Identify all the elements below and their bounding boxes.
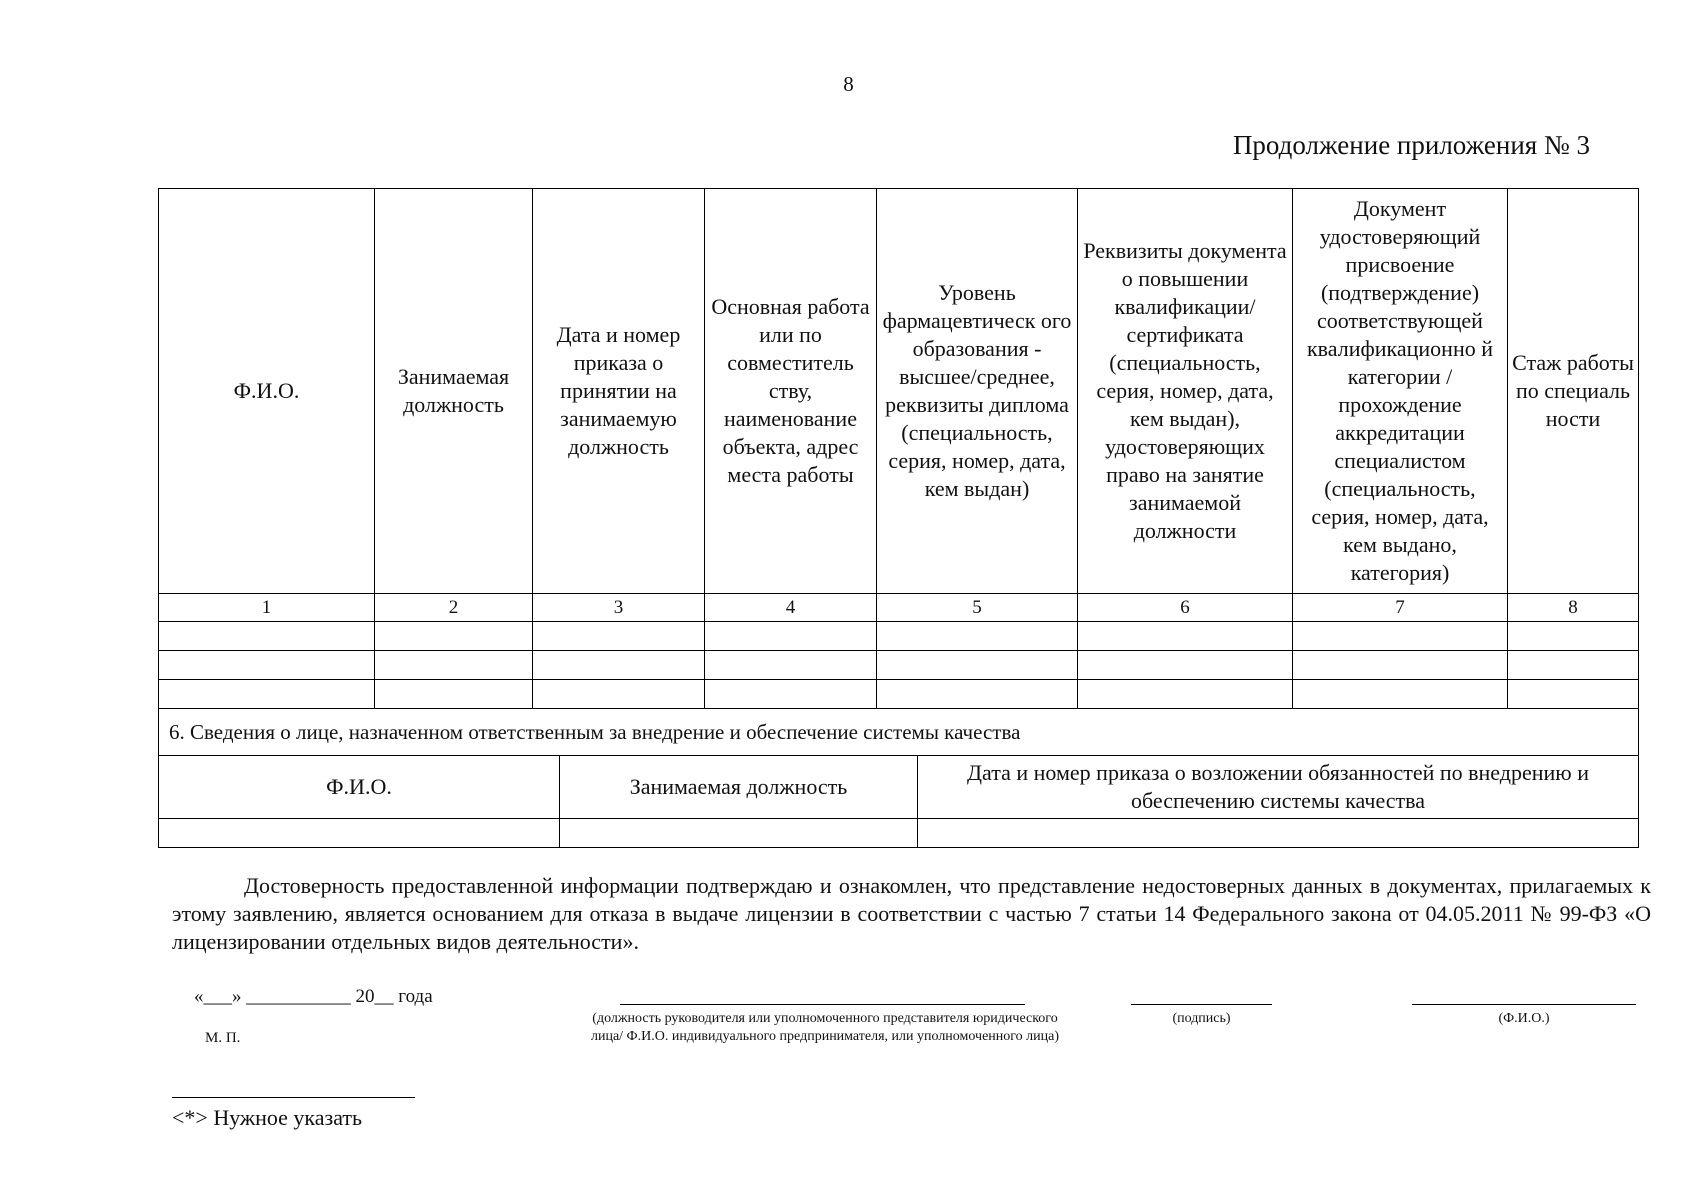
column-number: 2 <box>375 594 533 622</box>
signature-line[interactable] <box>1131 1004 1272 1005</box>
table-cell[interactable] <box>918 819 1639 848</box>
table-row <box>159 622 1639 651</box>
table-cell[interactable] <box>1078 622 1293 651</box>
table-cell[interactable] <box>533 680 705 709</box>
declaration-text: Достоверность предоставленной информации подтверждаю и ознакомлен, что представление недостоверных данных в документах, прилагаемых к этому заявлению, является основанием для отказа в выдаче лицензии в соответствии с частью 7 статьи 14 Федерального закона от 04.05.2011 № 99-ФЗ «О лицензировании отдельных видов деятельности». <box>172 873 1651 954</box>
header-category-document: Документ удостоверяющий присвоение (подтверждение) соответствующей квалификационно й категории / прохождение аккредитации специалистом (специальность, серия, номер, дата, кем выдано, категория) <box>1293 189 1508 594</box>
table-cell[interactable] <box>877 651 1078 680</box>
staff-table <box>158 188 1639 709</box>
column-number: 3 <box>533 594 705 622</box>
column-number: 1 <box>159 594 375 622</box>
section6-header-fio: Ф.И.О. <box>159 756 560 819</box>
table-cell[interactable] <box>159 651 375 680</box>
table-cell[interactable] <box>375 622 533 651</box>
table-cell[interactable] <box>705 651 877 680</box>
header-employment-type: Основная работа или по совместитель ству, наименование объекта, адрес места работы <box>705 189 877 594</box>
table-cell[interactable] <box>1508 622 1639 651</box>
table-cell[interactable] <box>159 622 375 651</box>
table-cell[interactable] <box>877 680 1078 709</box>
table-cell[interactable] <box>1508 651 1639 680</box>
table-cell[interactable] <box>1078 680 1293 709</box>
table-cell[interactable] <box>533 622 705 651</box>
header-position: Занимаемая должность <box>375 189 533 594</box>
footnote-divider <box>172 1097 415 1098</box>
table-cell[interactable] <box>705 622 877 651</box>
column-number-row <box>159 594 1639 622</box>
column-number: 4 <box>705 594 877 622</box>
table-row <box>159 651 1639 680</box>
staff-header-row <box>159 189 1639 594</box>
table-cell[interactable] <box>1293 622 1508 651</box>
name-caption: (Ф.И.О.) <box>1498 1011 1550 1026</box>
appendix-title: Продолжение приложения № 3 <box>1232 130 1590 160</box>
name-signature-line[interactable] <box>1412 1004 1636 1005</box>
header-education: Уровень фармацевтическ ого образования - высшее/среднее, реквизиты диплома (специальность, серия, номер, дата, кем выдан) <box>877 189 1078 594</box>
table-cell[interactable] <box>705 680 877 709</box>
section6-header-order: Дата и номер приказа о возложении обязанностей по внедрению и обеспечению системы качества <box>918 756 1639 819</box>
column-number: 6 <box>1078 594 1293 622</box>
table-cell[interactable] <box>375 651 533 680</box>
footnote: <*> Нужное указать <box>172 1105 363 1130</box>
section6-header-position: Занимаемая должность <box>560 756 918 819</box>
table-cell[interactable] <box>1508 680 1639 709</box>
table-cell[interactable] <box>375 680 533 709</box>
table-row <box>159 680 1639 709</box>
section6-title: 6. Сведения о лице, назначенном ответственным за внедрение и обеспечение системы качества <box>159 709 1639 756</box>
header-fio: Ф.И.О. <box>159 189 375 594</box>
table-cell[interactable] <box>159 680 375 709</box>
table-row <box>159 819 1639 848</box>
table-cell[interactable] <box>159 819 560 848</box>
column-number: 5 <box>877 594 1078 622</box>
header-experience: Стаж работы по специаль ности <box>1508 189 1639 594</box>
header-qualification: Реквизиты документа о повышении квалификации/ сертификата (специальность, серия, номер, дата, кем выдан), удостоверяющих право на занятие занимаемой должности <box>1078 189 1293 594</box>
stamp-label: М. П. <box>205 1030 241 1046</box>
date-field[interactable]: «___» ___________ 20__ года <box>194 986 433 1007</box>
position-signature-line[interactable] <box>620 1004 1025 1005</box>
header-hiring-order: Дата и номер приказа о принятии на занимаемую должность <box>533 189 705 594</box>
table-cell[interactable] <box>1293 680 1508 709</box>
table-cell[interactable] <box>1078 651 1293 680</box>
quality-responsible-table <box>158 708 1639 848</box>
signature-caption: (подпись) <box>1172 1011 1231 1026</box>
table-cell[interactable] <box>533 651 705 680</box>
table-cell[interactable] <box>1293 651 1508 680</box>
column-number: 7 <box>1293 594 1508 622</box>
section6-header-row <box>159 756 1639 819</box>
table-cell[interactable] <box>560 819 918 848</box>
column-number: 8 <box>1508 594 1639 622</box>
page-number: 8 <box>843 72 854 96</box>
position-caption: (должность руководителя или уполномоченного представителя юридического лица/ Ф.И.О. индивидуального предпринимателя, или уполномоченного лица) <box>590 1011 1060 1044</box>
table-cell[interactable] <box>877 622 1078 651</box>
